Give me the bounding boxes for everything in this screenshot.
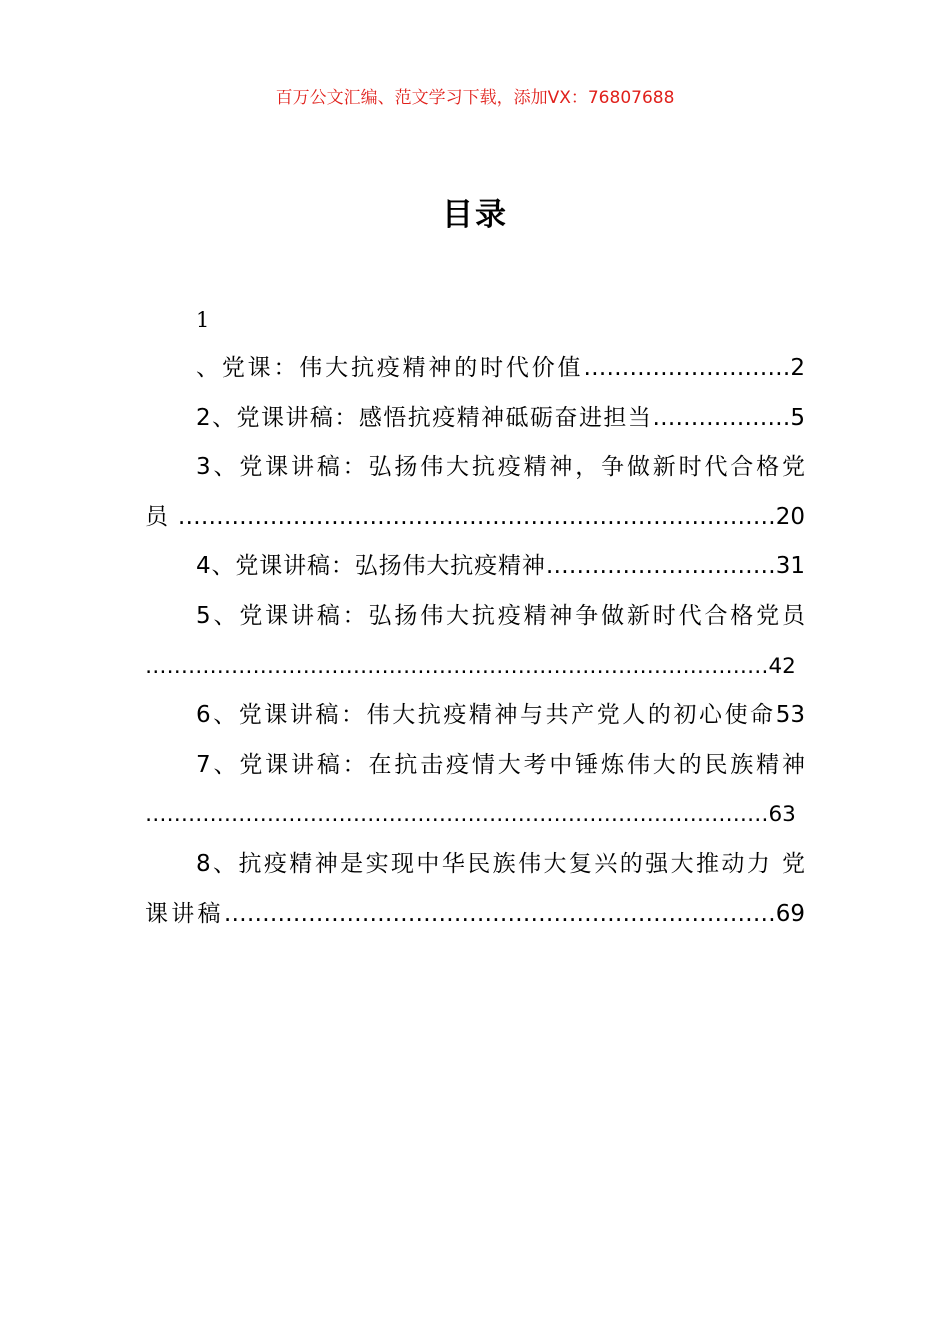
page-title: 目录 (442, 197, 508, 233)
toc-entry-continuation: ……………………………………………………………………………42 (145, 653, 796, 679)
toc-entry-continuation: 员……………………………………………………………………20 (145, 503, 805, 530)
toc-entry-line: 8、抗疫精神是实现中华民族伟大复兴的强大推动力 党 (196, 850, 805, 877)
toc-entry-line: 7、党课讲稿：在抗击疫情大考中锤炼伟大的民族精神 (196, 751, 805, 778)
toc-entry-4[interactable] (145, 542, 805, 592)
header-note: 百万公文汇编、范文学习下载，添加VX：76807688 (275, 88, 675, 108)
toc-entry-line: 5、党课讲稿：弘扬伟大抗疫精神争做新时代合格党员 (196, 602, 805, 629)
toc-stray-number: 1 (196, 308, 210, 332)
toc-entry-7[interactable] (145, 741, 805, 840)
toc-entry-line: 4、党课讲稿：弘扬伟大抗疫精神…………………………31 (196, 553, 805, 580)
toc-entry-1[interactable] (145, 344, 805, 394)
toc-entry-3[interactable] (145, 443, 805, 542)
table-of-contents (145, 296, 805, 939)
toc-entry-continuation: 课讲稿………………………………………………………………69 (145, 900, 805, 927)
toc-entry-continuation: ……………………………………………………………………………63 (145, 802, 796, 828)
toc-entry-2[interactable] (145, 394, 805, 444)
toc-entry-6[interactable] (145, 691, 805, 741)
toc-entry-5[interactable] (145, 592, 805, 691)
toc-entry-line: 3、党课讲稿：弘扬伟大抗疫精神，争做新时代合格党 (196, 454, 805, 481)
toc-entry-line: 2、党课讲稿：感悟抗疫精神砥砺奋进担当………………5 (196, 404, 805, 431)
toc-entry-8[interactable] (145, 840, 805, 939)
toc-entry-line: 6、党课讲稿：伟大抗疫精神与共产党人的初心使命53 (196, 702, 805, 729)
toc-entry-line: 、党课：伟大抗疫精神的时代价值………………………2 (196, 355, 805, 381)
